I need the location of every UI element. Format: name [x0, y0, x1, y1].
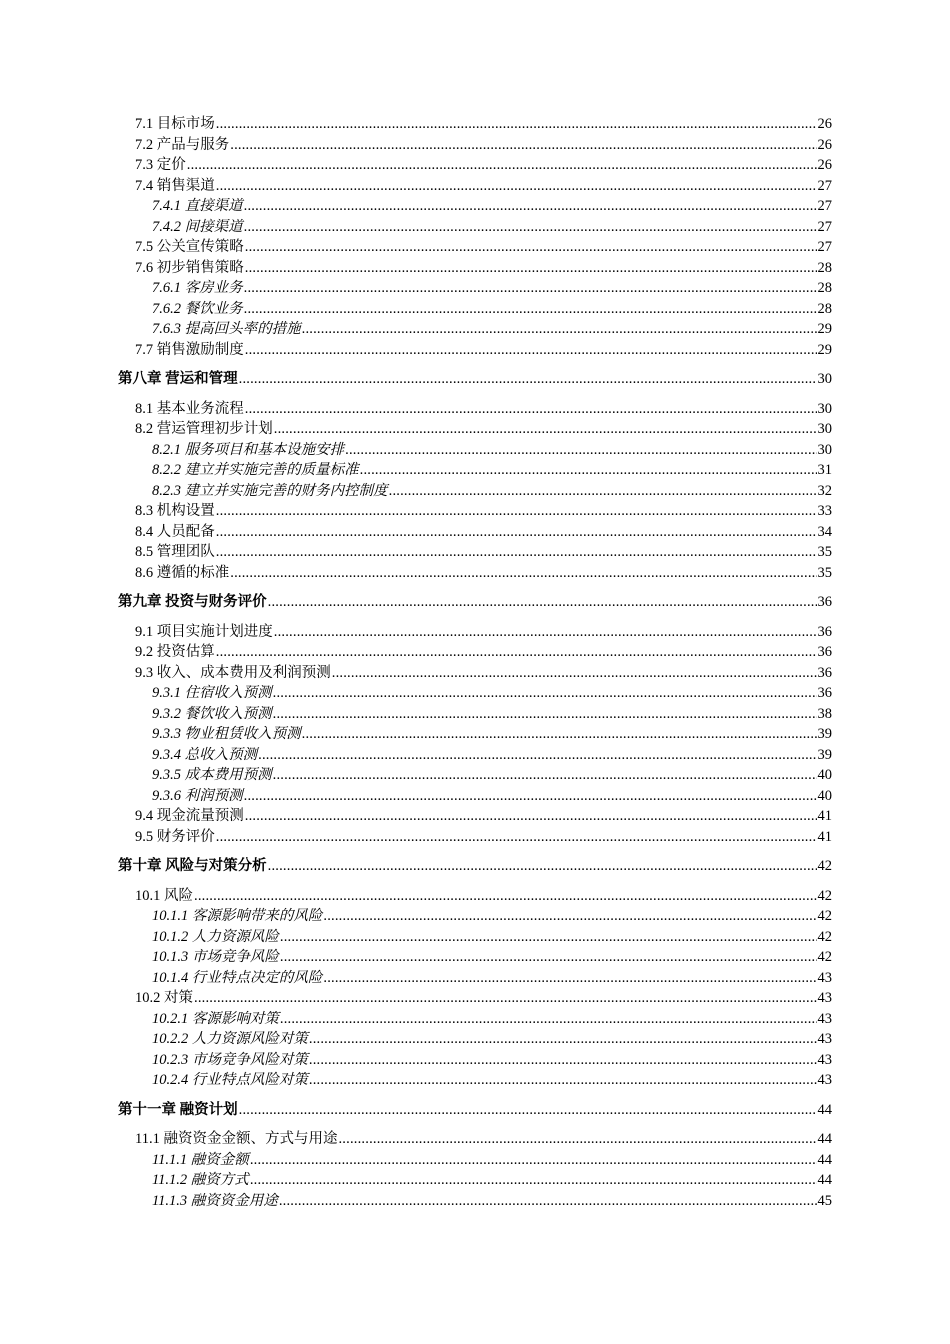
toc-subsection-entry[interactable]	[118, 196, 832, 217]
toc-dot-leader	[239, 1100, 817, 1121]
toc-dot-leader	[323, 906, 816, 927]
toc-page-number: 44	[817, 1131, 832, 1147]
toc-dot-leader	[245, 340, 817, 361]
toc-dot-leader	[216, 501, 817, 522]
toc-dot-leader	[216, 542, 817, 563]
toc-page-number: 30	[817, 441, 832, 458]
toc-dot-leader	[268, 856, 817, 877]
toc-entry-label: 10.2.4 行业特点风险对策	[152, 1072, 308, 1088]
toc-page-number: 42	[817, 887, 832, 904]
toc-entry-label: 9.3.3 物业租赁收入预测	[152, 726, 301, 742]
toc-page-number: 38	[817, 705, 832, 722]
toc-page-number: 41	[817, 808, 832, 824]
toc-dot-leader	[216, 642, 817, 663]
toc-page-number: 35	[817, 544, 832, 560]
toc-subsection-entry[interactable]	[118, 481, 832, 502]
toc-page-number: 31	[817, 462, 832, 478]
toc-section-entry[interactable]	[118, 114, 832, 135]
toc-section-entry[interactable]	[118, 806, 832, 827]
toc-section-entry[interactable]	[118, 135, 832, 156]
toc-dot-leader	[250, 1150, 817, 1171]
toc-subsection-entry[interactable]	[118, 278, 832, 299]
toc-entry-label: 第九章 投资与财务评价	[118, 594, 267, 610]
toc-entry-label: 7.4.1 直接渠道	[152, 198, 243, 214]
toc-entry-label: 8.1 基本业务流程	[135, 400, 244, 417]
toc-entry-label: 10.2 对策	[135, 990, 193, 1006]
toc-dot-leader	[250, 1170, 817, 1191]
toc-page-number: 27	[817, 177, 832, 194]
toc-entry-label: 7.1 目标市场	[135, 116, 215, 132]
toc-chapter-entry[interactable]	[118, 856, 832, 877]
toc-subsection-entry[interactable]	[118, 1170, 832, 1191]
toc-page-number: 45	[817, 1192, 832, 1209]
toc-dot-leader	[302, 724, 817, 745]
toc-entry-label: 11.1.1 融资金额	[152, 1151, 249, 1168]
toc-entry-label: 9.3.6 利润预测	[152, 787, 243, 804]
toc-entry-label: 10.1.2 人力资源风险	[152, 928, 279, 945]
toc-section-entry[interactable]	[118, 237, 832, 258]
toc-subsection-entry[interactable]	[118, 440, 832, 461]
toc-dot-leader	[268, 592, 817, 613]
toc-dot-leader	[280, 947, 817, 968]
toc-entry-label: 7.6.1 客房业务	[152, 280, 243, 296]
toc-dot-leader	[244, 196, 817, 217]
toc-section-entry[interactable]	[118, 340, 832, 361]
toc-dot-leader	[338, 1129, 816, 1150]
toc-dot-leader	[194, 886, 817, 907]
toc-section-entry[interactable]	[118, 522, 832, 543]
toc-chapter-entry[interactable]	[118, 369, 832, 390]
toc-section-entry[interactable]	[118, 563, 832, 584]
toc-dot-leader	[216, 176, 817, 197]
toc-entry-label: 第八章 营运和管理	[118, 371, 238, 387]
toc-dot-leader	[230, 563, 816, 584]
toc-entry-label: 10.2.3 市场竞争风险对策	[152, 1051, 308, 1068]
toc-section-entry[interactable]	[118, 663, 832, 684]
toc-dot-leader	[280, 927, 817, 948]
toc-section-entry[interactable]	[118, 258, 832, 279]
toc-dot-leader	[273, 704, 817, 725]
toc-page-number: 35	[817, 564, 832, 581]
toc-entry-label: 10.1.1 客源影响带来的风险	[152, 908, 323, 924]
toc-subsection-entry[interactable]	[118, 745, 832, 766]
toc-dot-leader	[389, 481, 817, 502]
toc-dot-leader	[345, 440, 816, 461]
toc-page-number: 42	[817, 928, 832, 945]
toc-entry-label: 11.1 融资资金金额、方式与用途	[135, 1131, 338, 1147]
toc-dot-leader	[244, 278, 817, 299]
toc-dot-leader	[216, 114, 817, 135]
toc-page-number: 33	[817, 503, 832, 519]
toc-entry-label: 9.3.1 住宿收入预测	[152, 685, 272, 701]
toc-chapter-entry[interactable]	[118, 1100, 832, 1121]
toc-entry-label: 10.1 风险	[135, 887, 193, 904]
toc-subsection-entry[interactable]	[118, 217, 832, 238]
toc-section-entry[interactable]	[118, 622, 832, 643]
toc-page-number: 43	[817, 969, 832, 986]
toc-page-number: 42	[817, 949, 832, 965]
toc-entry-label: 7.7 销售激励制度	[135, 341, 244, 358]
toc-entry-label: 8.2.3 建立并实施完善的财务内控制度	[152, 482, 388, 499]
toc-section-entry[interactable]	[118, 399, 832, 420]
toc-entry-label: 8.3 机构设置	[135, 503, 215, 519]
toc-dot-leader	[244, 299, 817, 320]
toc-dot-leader	[309, 1029, 817, 1050]
toc-entry-label: 10.2.1 客源影响对策	[152, 1010, 279, 1027]
toc-dot-leader	[230, 135, 816, 156]
toc-chapter-entry[interactable]	[118, 592, 832, 613]
toc-entry-label: 7.4 销售渠道	[135, 177, 215, 194]
toc-subsection-entry[interactable]	[118, 460, 832, 481]
toc-page-number: 44	[817, 1101, 832, 1118]
toc-page-number: 36	[817, 644, 832, 660]
toc-subsection-entry[interactable]	[118, 1070, 832, 1091]
toc-entry-label: 7.5 公关宣传策略	[135, 239, 244, 255]
toc-dot-leader	[244, 217, 817, 238]
toc-subsection-entry[interactable]	[118, 765, 832, 786]
toc-page-number: 26	[817, 116, 832, 132]
toc-subsection-entry[interactable]	[118, 968, 832, 989]
toc-subsection-entry[interactable]	[118, 906, 832, 927]
toc-entry-label: 第十一章 融资计划	[118, 1101, 238, 1118]
toc-dot-leader	[216, 827, 817, 848]
toc-page-number: 42	[817, 858, 832, 874]
toc-page-number: 40	[817, 787, 832, 804]
toc-page-number: 27	[817, 218, 832, 235]
toc-page-number: 28	[817, 300, 832, 317]
toc-entry-label: 9.3.2 餐饮收入预测	[152, 705, 272, 722]
toc-entry-label: 第十章 风险与对策分析	[118, 858, 267, 874]
toc-page-number: 28	[817, 280, 832, 296]
toc-dot-leader	[245, 399, 817, 420]
toc-subsection-entry[interactable]	[118, 1009, 832, 1030]
toc-section-entry[interactable]	[118, 155, 832, 176]
toc-entry-label: 9.4 现金流量预测	[135, 808, 244, 824]
toc-entry-label: 10.1.3 市场竞争风险	[152, 949, 279, 965]
toc-entry-label: 9.3 收入、成本费用及利润预测	[135, 664, 331, 681]
toc-page-number: 27	[817, 198, 832, 214]
toc-page-number: 39	[817, 726, 832, 742]
toc-section-entry[interactable]	[118, 988, 832, 1009]
toc-dot-leader	[187, 155, 817, 176]
toc-page-number: 29	[817, 341, 832, 358]
toc-dot-leader	[302, 319, 817, 340]
toc-section-entry[interactable]	[118, 827, 832, 848]
toc-dot-leader	[273, 765, 817, 786]
toc-entry-label: 9.3.5 成本费用预测	[152, 767, 272, 783]
toc-page-number: 28	[817, 259, 832, 276]
toc-entry-label: 7.6.3 提高回头率的措施	[152, 321, 301, 337]
toc-subsection-entry[interactable]	[118, 319, 832, 340]
toc-page-number: 41	[817, 828, 832, 845]
toc-page-number: 30	[817, 400, 832, 417]
toc-section-entry[interactable]	[118, 501, 832, 522]
toc-entry-label: 8.5 管理团队	[135, 544, 215, 560]
toc-subsection-entry[interactable]	[118, 683, 832, 704]
toc-entry-label: 11.1.3 融资资金用途	[152, 1192, 278, 1209]
toc-entry-label: 9.3.4 总收入预测	[152, 746, 258, 763]
toc-entry-label: 8.2.2 建立并实施完善的质量标准	[152, 462, 359, 478]
toc-page-number: 43	[817, 1031, 832, 1047]
toc-dot-leader	[239, 369, 817, 390]
toc-page-number: 27	[817, 239, 832, 255]
toc-dot-leader	[274, 622, 817, 643]
toc-page-number: 43	[817, 990, 832, 1006]
toc-subsection-entry[interactable]	[118, 724, 832, 745]
toc-dot-leader	[245, 258, 817, 279]
toc-subsection-entry[interactable]	[118, 1029, 832, 1050]
toc-dot-leader	[273, 683, 817, 704]
toc-entry-label: 8.2.1 服务项目和基本设施安排	[152, 441, 345, 458]
toc-dot-leader	[245, 806, 817, 827]
table-of-contents	[118, 114, 832, 1211]
toc-subsection-entry[interactable]	[118, 299, 832, 320]
toc-dot-leader	[309, 1070, 817, 1091]
toc-subsection-entry[interactable]	[118, 1150, 832, 1171]
toc-entry-label: 7.4.2 间接渠道	[152, 218, 243, 235]
toc-dot-leader	[245, 237, 817, 258]
toc-page-number: 34	[817, 523, 832, 540]
toc-entry-label: 10.2.2 人力资源风险对策	[152, 1031, 308, 1047]
toc-page-number: 36	[817, 623, 832, 640]
toc-dot-leader	[279, 1191, 817, 1212]
toc-page-number: 36	[817, 594, 832, 610]
toc-dot-leader	[274, 419, 817, 440]
toc-section-entry[interactable]	[118, 642, 832, 663]
toc-subsection-entry[interactable]	[118, 704, 832, 725]
toc-entry-label: 7.6.2 餐饮业务	[152, 300, 243, 317]
toc-dot-leader	[323, 968, 816, 989]
toc-page-number: 36	[817, 685, 832, 701]
toc-dot-leader	[194, 988, 817, 1009]
toc-page-number: 43	[817, 1010, 832, 1027]
toc-dot-leader	[332, 663, 817, 684]
toc-section-entry[interactable]	[118, 542, 832, 563]
toc-entry-label: 8.2 营运管理初步计划	[135, 421, 273, 437]
toc-page-number: 30	[817, 371, 832, 387]
toc-entry-label: 8.4 人员配备	[135, 523, 215, 540]
toc-page-number: 29	[817, 321, 832, 337]
toc-dot-leader	[360, 460, 817, 481]
toc-section-entry[interactable]	[118, 886, 832, 907]
toc-entry-label: 9.1 项目实施计划进度	[135, 623, 273, 640]
toc-page-number: 44	[817, 1151, 832, 1168]
toc-entry-label: 8.6 遵循的标准	[135, 564, 230, 581]
toc-page-number: 43	[817, 1051, 832, 1068]
toc-page-number: 32	[817, 482, 832, 499]
toc-entry-label: 7.2 产品与服务	[135, 136, 230, 153]
toc-page-number: 39	[817, 746, 832, 763]
toc-entry-label: 7.6 初步销售策略	[135, 259, 244, 276]
toc-section-entry[interactable]	[118, 176, 832, 197]
toc-page-number: 43	[817, 1072, 832, 1088]
toc-page-number: 26	[817, 136, 832, 153]
toc-entry-label: 10.1.4 行业特点决定的风险	[152, 969, 323, 986]
toc-entry-label: 7.3 定价	[135, 157, 186, 173]
toc-subsection-entry[interactable]	[118, 1050, 832, 1071]
toc-entry-label: 9.2 投资估算	[135, 644, 215, 660]
toc-dot-leader	[280, 1009, 817, 1030]
toc-dot-leader	[309, 1050, 817, 1071]
toc-page-number: 42	[817, 908, 832, 924]
toc-subsection-entry[interactable]	[118, 786, 832, 807]
toc-page-number: 36	[817, 664, 832, 681]
toc-entry-label: 11.1.2 融资方式	[152, 1172, 249, 1188]
toc-subsection-entry[interactable]	[118, 927, 832, 948]
toc-section-entry[interactable]	[118, 1129, 832, 1150]
toc-dot-leader	[244, 786, 817, 807]
toc-page-number: 30	[817, 421, 832, 437]
toc-subsection-entry[interactable]	[118, 1191, 832, 1212]
toc-dot-leader	[216, 522, 817, 543]
toc-section-entry[interactable]	[118, 419, 832, 440]
toc-entry-label: 9.5 财务评价	[135, 828, 215, 845]
toc-subsection-entry[interactable]	[118, 947, 832, 968]
toc-page-number: 44	[817, 1172, 832, 1188]
toc-page-number: 26	[817, 157, 832, 173]
toc-page-number: 40	[817, 767, 832, 783]
toc-dot-leader	[258, 745, 816, 766]
